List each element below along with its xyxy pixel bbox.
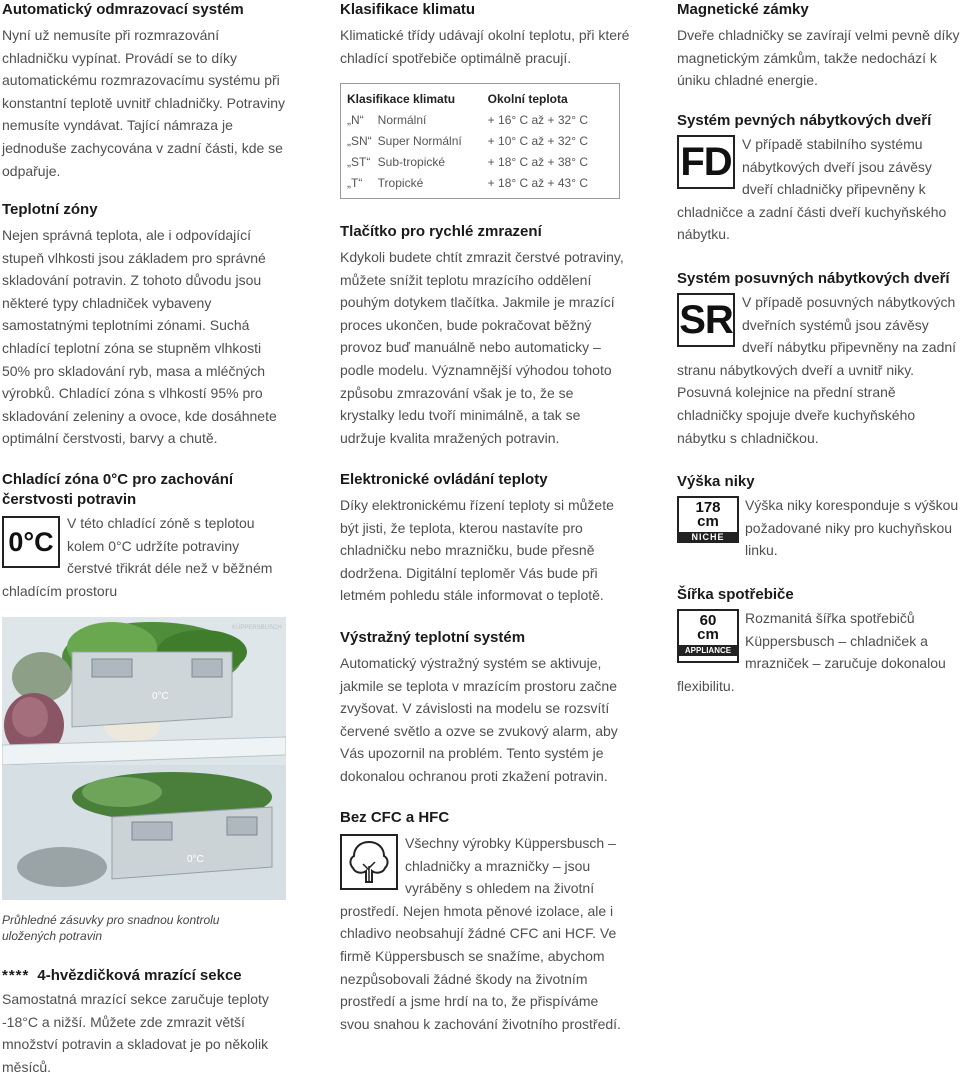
section-title: Teplotní zóny [2,201,98,218]
section-text: V této chladící zóně s teplotou kolem 0°C udržíte potraviny čerstvé třikrát déle než v běžném chladícím prostoru [2,515,273,599]
section-title: Elektronické ovládání teploty [340,471,548,488]
table-row [341,110,619,131]
section-appliance-width [677,585,960,697]
section-sliding-doors [677,269,960,449]
section-alarm [340,628,630,788]
section-freezer [2,966,288,1078]
appliance-width-icon: 60 cm APPLIANCE [677,609,739,663]
fd-icon: FD [677,135,735,189]
section-text: Nyní už nemusíte při rozmrazování chladničku vypínat. Provádí se to díky automatickému rozmrazovacímu systému při konstantní teplotě uvnitř chladničky. Potraviny nemusíte vyndávat. Tající námraza je jednoduše zachycována v zadní části, kde se odpařuje. [2,27,286,179]
photo-caption: Průhledné zásuvky pro snadnou kontrolu uložených potravin [2,913,220,943]
section-title: Systém posuvných nábytkových dveří [677,270,950,287]
sr-icon: SR [677,293,735,347]
section-climate [340,0,630,199]
drawer-illustration [2,617,286,900]
table-cell: + 10° C až + 32° C [487,134,588,149]
table-cell: + 18° C až + 38° C [487,155,588,170]
section-text: Výška niky koresponduje s výškou požadované niky pro kuchyňskou linku. [745,497,959,559]
drawer-label-upper: 0°C [152,691,169,702]
table-cell: Sub-tropické [377,155,446,170]
section-zero-zone [2,470,288,602]
table-cell: „SN“ [347,134,372,149]
table-header: Klasifikace klimatu [347,92,456,107]
section-text: V případě stabilního systému nábytkových dveří jsou závěsy dveří chladničky připevněny k chladničce a zadní části dveří kuchyňského nábytku. [677,136,947,243]
drawer-label-lower: 0°C [187,854,204,865]
table-cell: Super Normální [377,134,462,149]
section-title: 4-hvězdičková mrazící sekce [37,967,242,984]
section-text: Rozmanitá šířka spotřebičů Küppersbusch – chladniček a mrazniček – zaručuje dokonalou flexibilitu. [677,610,946,694]
niche-height-icon: 178 cm NICHE [677,496,739,542]
section-text: Samostatná mrazící sekce zaručuje teploty -18°C a nižší. Můžete zde zmrazit větší množství potravin a skladovat je po několik měsíců. [2,991,269,1075]
table-row [341,152,619,173]
section-electronic-control [340,470,630,607]
table-cell: Normální [377,113,427,128]
section-text: Kdykoli budete chtít zmrazit čerstvé potraviny, můžete snížit teplotu mrazícího oddělení pouhým dotykem tlačítka. Jakmile je mrazící proces ukončen, bude pokračovat běžný provoz buď manuálně nebo automaticky – podle modelu. Významnější výhodou tohoto způsobu zmrazování však je to, že se krystalky ledu tvoří minimálně, a tak se udržuje kvalita mražených potravin. [340,249,624,446]
climate-table [340,83,620,199]
table-cell: „ST“ [347,155,371,170]
table-cell: Tropické [377,176,424,191]
table-cell: „T“ [347,176,363,191]
photo-watermark: KÜPPERSBUSCH [232,625,282,631]
section-title: Systém pevných nábytkových dveří [677,112,932,129]
section-text: V případě posuvných nábytkových dveřních systémů jsou závěsy dveří nábytku připevněny na zadní stranu nábytkových dveří a uvnitř niky. Posuvná kolejnice na přední straně chladničky spojuje dveře kuchyňského nábytku s chladničkou. [677,294,957,446]
table-header-row [341,90,619,110]
section-title: Šířka spotřebiče [677,586,794,603]
table-cell: + 18° C až + 43° C [487,176,588,191]
section-temperature-zones [2,200,288,450]
table-header: Okolní teplota [487,92,568,107]
section-text: Dveře chladničky se zavírají velmi pevně díky magnetickým zámkům, takže nedochází k úniku chladné energie. [677,27,960,89]
zero-degree-icon: 0°C [2,516,60,568]
section-title: Tlačítko pro rychlé zmrazení [340,223,542,240]
section-title: Chladící zóna 0°C pro zachování čerstvosti potravin [2,471,234,508]
section-magnetic [677,0,960,92]
tree-icon [340,834,398,890]
table-cell: + 16° C až + 32° C [487,113,588,128]
section-text: Automatický výstražný systém se aktivuje, jakmile se teplota v mrazícím prostoru začne zvyšovat. V závislosti na modelu se rozsvítí červené světlo a ozve se zvukový alarm, aby Vás upozornil na problém. Tento systém je dokonalou ochranou proti zkažení potravin. [340,655,618,784]
star-rating-icon: **** [2,967,30,984]
section-title: Bez CFC a HFC [340,809,450,826]
table-cell: „N“ [347,113,364,128]
section-text: Díky elektronickému řízení teploty si můžete být jisti, že teplota, kterou nastavíte pro chladničku nebo mrazničku, bude přesně dodržena. Digitální teploměr Vás bude při letmém pohledu stále informovat o teplotě. [340,497,614,604]
section-quick-freeze [340,222,630,449]
section-title: Výstražný teplotní systém [340,629,526,646]
section-text: Nejen správná teplota, ale i odpovídající stupeň vlhkosti jsou základem pro správné skladování potravin. Z tohoto důvodu jsou některé typy chladniček vybaveny samostatnými teplotními zónami. Suchá chladící teplotní zóna se stupněm vlhkosti 50% pro skladování ryb, masa a mléčných výrobků. Chladící zóna s vlhkostí 95% pro skladování zeleniny a ovoce, kde dosáhnete optimální čerstvosti, barvy a chutě. [2,227,277,447]
section-cfc-free [340,808,630,1035]
section-fixed-doors [677,111,960,246]
table-row [341,173,619,194]
section-text: Klimatické třídy udávají okolní teplotu, při které chladící spotřebiče optimálně pracují. [340,27,630,66]
drawer-photo [2,617,286,900]
section-title: Výška niky [677,473,755,490]
section-title: Automatický odmrazovací systém [2,1,244,18]
section-title: Klasifikace klimatu [340,1,476,18]
section-niche-height [677,472,960,562]
section-defrost [2,0,288,182]
table-row [341,131,619,152]
section-title: Magnetické zámky [677,1,809,18]
section-text: Všechny výrobky Küppersbusch – chladničky a mrazničky – jsou vyráběny s ohledem na životní prostředí. Nejen hmota pěnové izolace, ale i chladivo neobsahují žádné CFC ani HCF. Ve firmě Küppersbusch se snažíme, abychom nezpůsobovali žádné škody na životním prostředí a jsme hrdí na to, že přispíváme svou snahou k zachování životního prostředí. [340,835,621,1032]
